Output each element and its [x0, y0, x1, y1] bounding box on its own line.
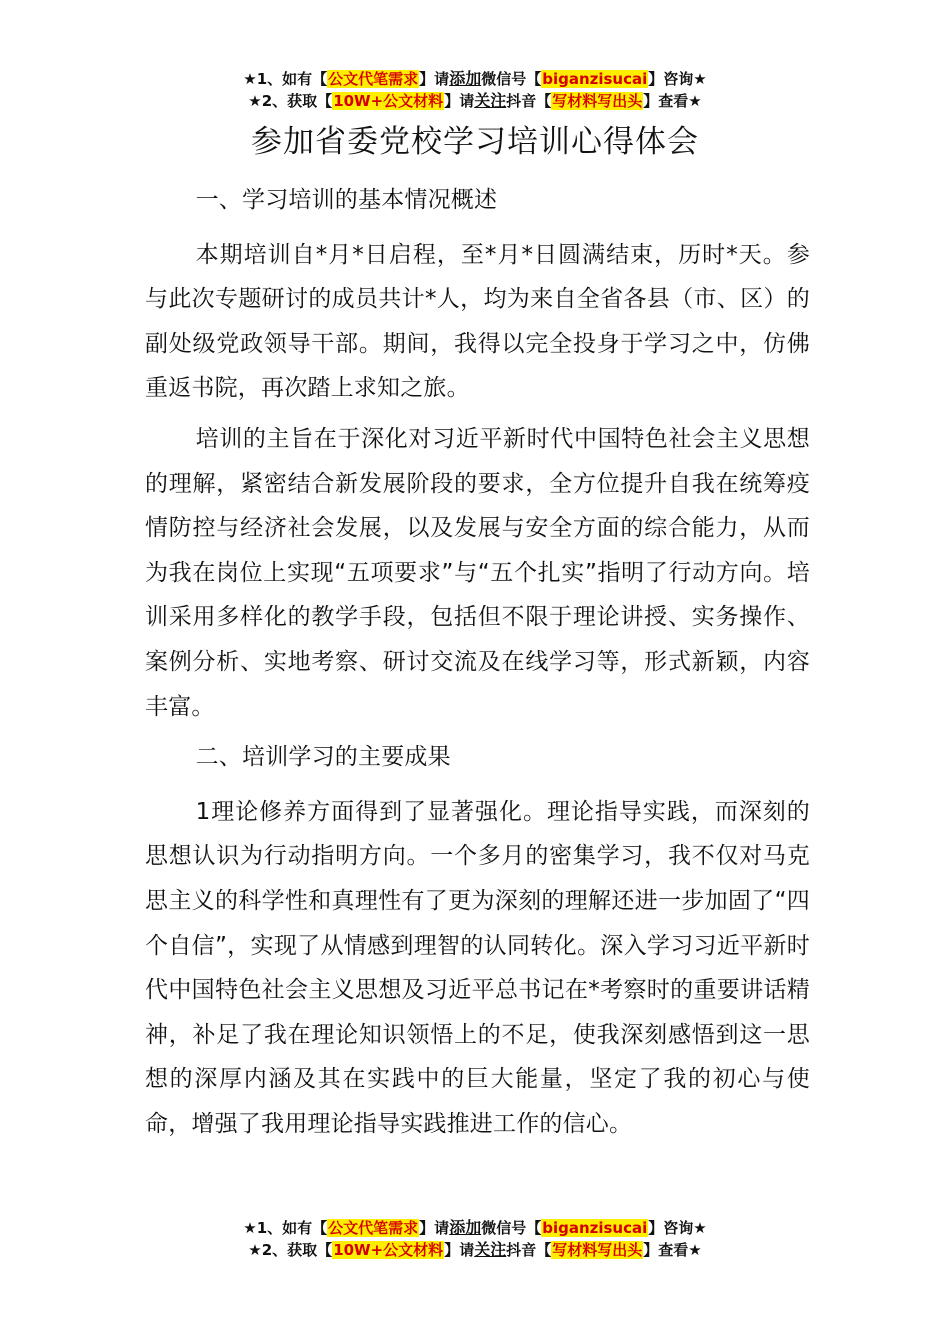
promo-line-1: [0, 1217, 950, 1239]
promo-line-2: [0, 1239, 950, 1261]
promo-wechat-id: biganzisucai: [542, 1219, 648, 1237]
promo-text: 】查看★: [643, 1241, 702, 1259]
promo-text: ★1、如有【: [243, 70, 328, 88]
promo-text: 抖音【: [506, 1241, 552, 1259]
promo-highlight: 公文代笔需求: [328, 1219, 419, 1237]
promo-highlight: 10W+公文材料: [333, 92, 444, 110]
promo-underlined: 关注: [474, 91, 507, 110]
document-body: [145, 178, 810, 1152]
promo-text: 微信号【: [481, 70, 542, 88]
paragraph-3: 1理论修养方面得到了显著强化。理论指导实践，而深刻的思想认识为行动指明方向。一个多月的密集学习，我不仅对马克思主义的科学性和真理性有了更为深刻的理解还进一步加固了“四个自信”，实现了从情感到理智的认同转化。深入学习习近平新时代中国特色社会主义思想及习近平总书记在*考察时的重要讲话精神，补足了我在理论知识领悟上的不足，使我深刻感悟到这一思想的深厚内涵及其在实践中的巨大能量，坚定了我的初心与使命，增强了我用理论指导实践推进工作的信心。: [145, 798, 810, 1137]
promo-text: 微信号【: [481, 1219, 542, 1237]
promo-highlight: 公文代笔需求: [328, 70, 419, 88]
paragraph-1: 本期培训自*月*日启程，至*月*日圆满结束，历时*天。参与此次专题研讨的成员共计*人，均为来自全省各县（市、区）的副处级党政领导干部。期间，我得以完全投身于学习之中，仿佛重返书院，再次踏上求知之旅。: [145, 241, 810, 402]
promo-text: 】请: [419, 1219, 450, 1237]
promo-douyin-id: 写材料写出头: [552, 92, 643, 110]
promo-text: 抖音【: [506, 92, 552, 110]
paragraph-2: 培训的主旨在于深化对习近平新时代中国特色社会主义思想的理解，紧密结合新发展阶段的要求，全方位提升自我在统筹疫情防控与经济社会发展，以及发展与安全方面的综合能力，从而为我在岗位上实现“五项要求”与“五个扎实”指明了行动方向。培训采用多样化的教学手段，包括但不限于理论讲授、实务操作、案例分析、实地考察、研讨交流及在线学习等，形式新颖，内容丰富。: [145, 425, 810, 720]
promo-text: ★2、获取【: [248, 1241, 333, 1259]
promo-text: 】请: [444, 1241, 475, 1259]
promo-banner-top: [0, 68, 950, 112]
promo-text: ★2、获取【: [248, 92, 333, 110]
promo-text: 】查看★: [643, 92, 702, 110]
promo-highlight: 10W+公文材料: [333, 1241, 444, 1259]
promo-underlined: 关注: [474, 1240, 507, 1259]
promo-line-2: [0, 90, 950, 112]
section-heading-2: 二、培训学习的主要成果: [195, 744, 451, 771]
promo-text: 】请: [419, 70, 450, 88]
promo-text: 】咨询★: [648, 70, 707, 88]
promo-underlined: 添加: [449, 1218, 482, 1237]
promo-douyin-id: 写材料写出头: [552, 1241, 643, 1259]
promo-banner-bottom: [0, 1217, 950, 1261]
promo-text: ★1、如有【: [243, 1219, 328, 1237]
promo-underlined: 添加: [449, 69, 482, 88]
document-title: 参加省委党校学习培训心得体会: [251, 124, 699, 160]
promo-text: 】请: [444, 92, 475, 110]
section-heading-1: 一、学习培训的基本情况概述: [195, 187, 498, 213]
promo-wechat-id: biganzisucai: [542, 70, 648, 88]
promo-line-1: [0, 68, 950, 90]
promo-text: 】咨询★: [648, 1219, 707, 1237]
